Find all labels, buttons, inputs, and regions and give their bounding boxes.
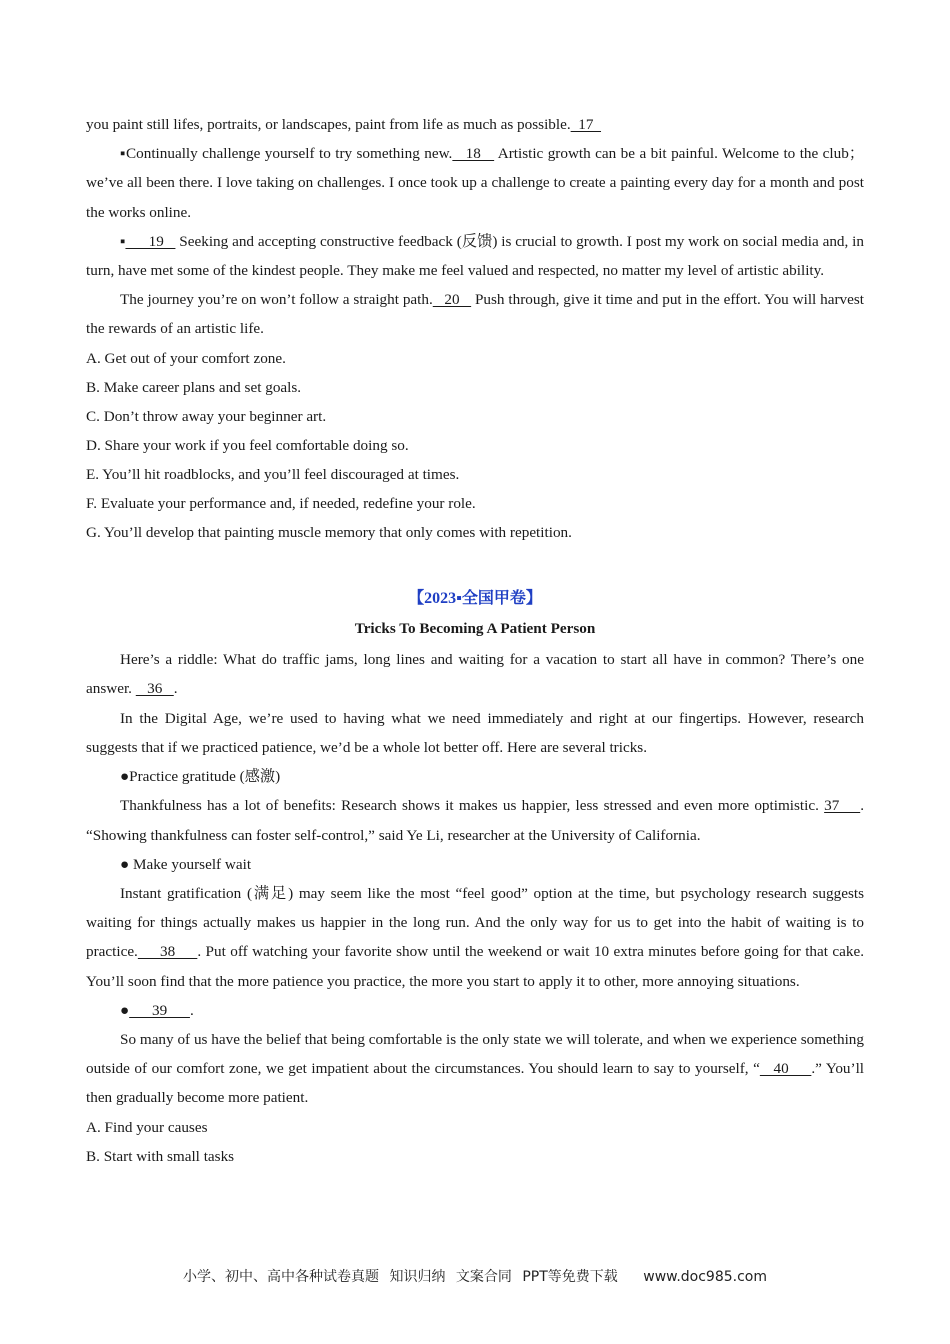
blank-19[interactable]: 19 xyxy=(125,232,176,250)
footer-item: PPT等免费下载 xyxy=(522,1269,618,1285)
paragraph-continued: you paint still lifes, portraits, or landscapes, paint from life as much as possible. 17 xyxy=(86,116,602,133)
document-body xyxy=(86,110,864,1171)
blank-18[interactable]: 18 xyxy=(452,145,495,163)
footer-link[interactable]: www.doc985.com xyxy=(643,1269,767,1285)
blank-38[interactable]: 38 xyxy=(137,943,198,961)
option-g: G. You’ll develop that painting muscle memory that only comes with repetition. xyxy=(86,524,572,542)
subheading-39: ● 39 . xyxy=(120,1001,194,1019)
paragraph-bullet-challenge: ▪Continually challenge yourself to try something new. 18 Artistic growth can be a bit painful. Welcome to the club；we’ve all been there. I love taking on challenges. I once took up a challenge to create a painting every day for a month and post the works online. xyxy=(86,145,865,221)
passage-title: Tricks To Becoming A Patient Person xyxy=(354,620,596,638)
option-f: F. Evaluate your performance and, if needed, redefine your role. xyxy=(86,495,476,513)
blank-20[interactable]: 20 xyxy=(432,291,472,309)
passage2-options xyxy=(86,1113,864,1171)
blank-17[interactable]: 17 xyxy=(570,116,602,133)
footer-item: 知识归纳 xyxy=(389,1269,446,1285)
blank-37[interactable]: 37 xyxy=(824,797,861,815)
paragraph-comfort-zone: So many of us have the belief that being comfortable is the only state we will tolerate, and when we experience something outside of our comfort zone, we get impatient about the circumstances. You should learn to say to yourself, “ 40 .” You’ll then gradually become more patient. xyxy=(86,1030,865,1107)
option-b: B. Start with small tasks xyxy=(86,1147,235,1165)
option-b: B. Make career plans and set goals. xyxy=(86,378,302,396)
paragraph-digital-age: In the Digital Age, we’re used to having what we need immediately and right at our fingertips. However, research suggests that if we practiced patience, we’d be a whole lot better off. Here are several tricks. xyxy=(86,709,864,756)
option-e: E. You’ll hit roadblocks, and you’ll feel discouraged at times. xyxy=(86,466,460,483)
paragraph-journey: The journey you’re on won’t follow a straight path. 20 Push through, give it time and put in the effort. You will harvest the rewards of an artistic life. xyxy=(86,291,864,338)
blank-39[interactable]: 39 xyxy=(129,1001,190,1019)
paragraph-instant-gratification: Instant gratification (满足) may seem like the most “feel good” option at the time, but psychology research suggests waiting for things actually makes us happier in the long run. And the only way for us to get into the habit of waiting is to practice. 38 . Put off watching your favorite show until the weekend or wait 10 extra minutes before going for that cake. You’ll soon find that the more patience you practice, the more you start to apply it to other, more annoying situations. xyxy=(86,884,865,990)
blank-36[interactable]: 36 xyxy=(135,680,174,698)
subheading-wait: ● Make yourself wait xyxy=(120,855,252,873)
option-a: A. Get out of your comfort zone. xyxy=(86,349,286,367)
section-heading: 【2023▪全国甲卷】 xyxy=(408,590,542,608)
option-d: D. Share your work if you feel comfortable doing so. xyxy=(86,436,409,454)
blank-40[interactable]: 40 xyxy=(759,1060,812,1078)
paragraph-thankfulness: Thankfulness has a lot of benefits: Research shows it makes us happier, less stressed and even more optimistic. 37 . “Showing thankfulness can foster self-control,” said Ye Li, researcher at the University of California. xyxy=(86,797,864,844)
paragraph-bullet-feedback: ▪ 19 Seeking and accepting constructive feedback (反馈) is crucial to growth. I post my work on social media and, in turn, have met some of the kindest people. They make me feel valued and respected, no matter my level of artistic ability. xyxy=(86,232,864,280)
page-footer xyxy=(0,1266,950,1286)
option-a: A. Find your causes xyxy=(86,1118,208,1136)
paragraph-riddle: Here’s a riddle: What do traffic jams, long lines and waiting for a vacation to start all have in common? There’s one answer. 36 . xyxy=(86,651,864,698)
option-c: C. Don’t throw away your beginner art. xyxy=(86,407,327,425)
passage1-options xyxy=(86,344,864,548)
footer-item: 小学、初中、高中各种试卷真题 xyxy=(183,1269,379,1285)
subheading-gratitude: ●Practice gratitude (感激) xyxy=(120,768,281,786)
footer-item: 文案合同 xyxy=(455,1269,512,1285)
